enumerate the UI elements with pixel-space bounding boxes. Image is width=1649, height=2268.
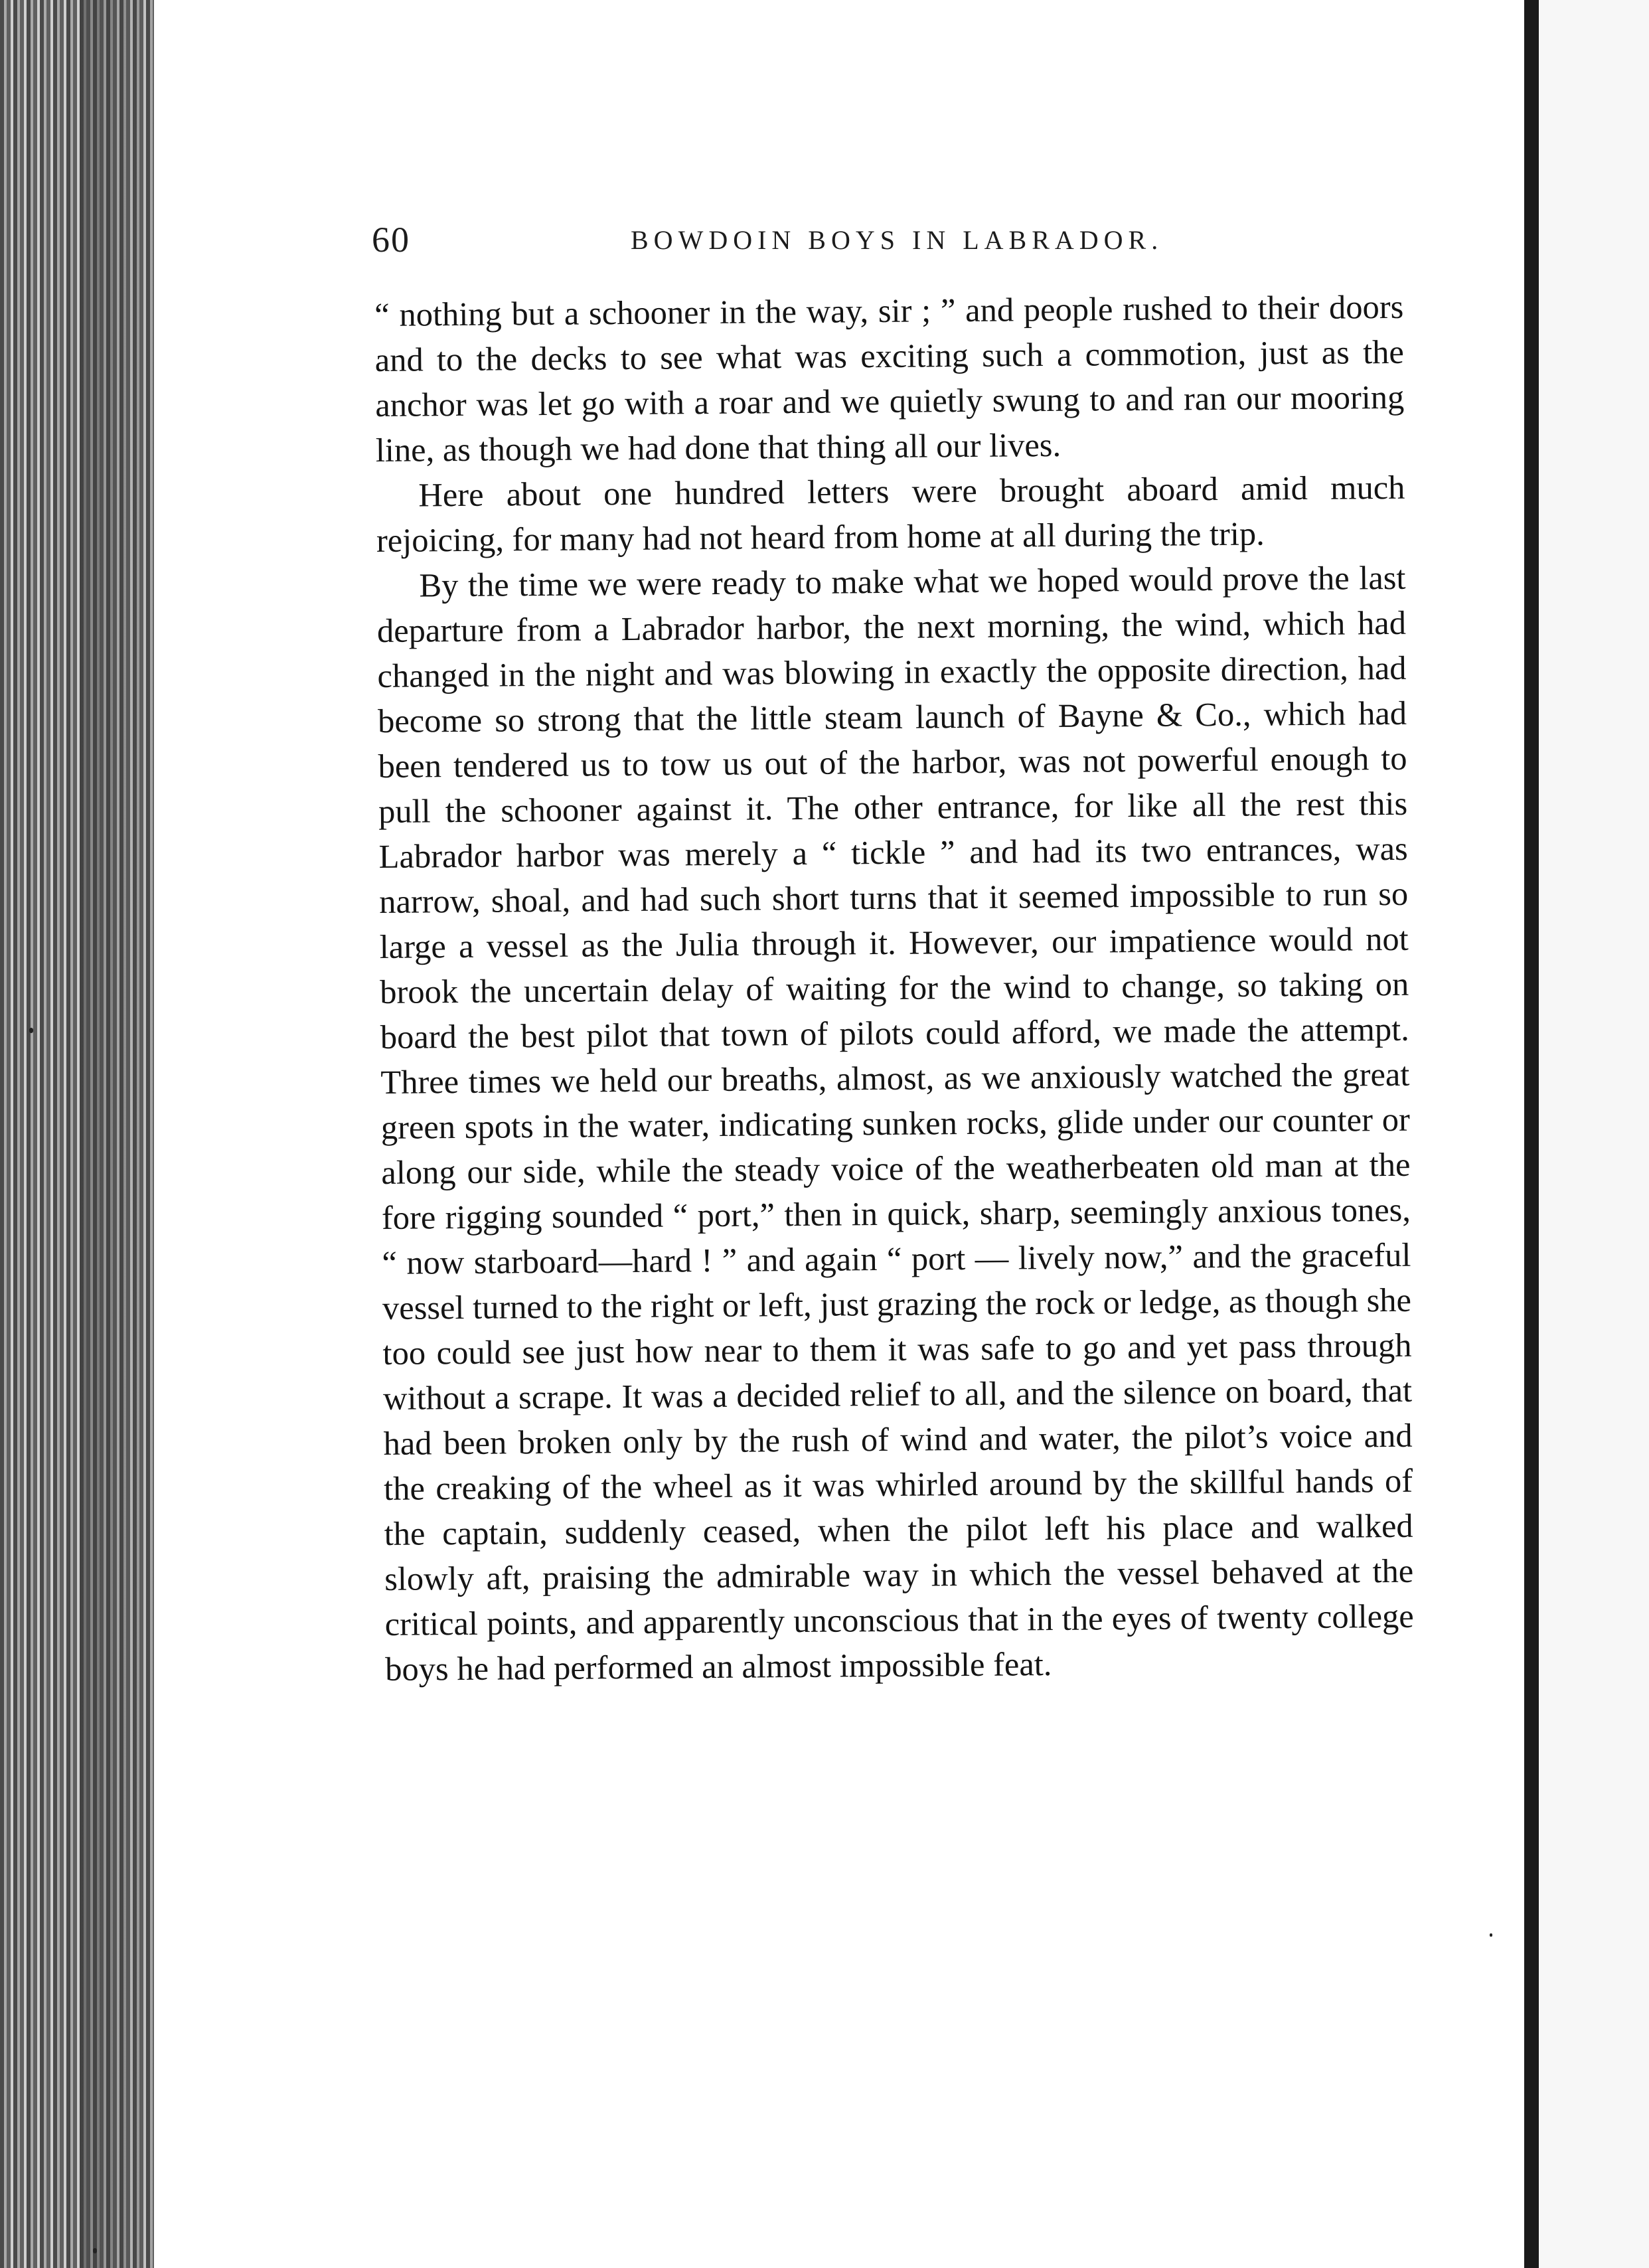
paragraph: “ nothing but a schooner in the way, sir ; ” and people rushed to their doors and to the decks to see what was exciting such a commotion, just as the anchor was let go with a roar and we quietly swung to and ran our mooring line, as though we had done that thing all our lives. xyxy=(374,287,1405,469)
binding-shadow xyxy=(80,0,159,2268)
paragraph: By the time we were ready to make what we hoped would prove the last departure from a Labrador harbor, the next morning, the wind, which had changed in the night and was blowing in exactly the opposite direction, had become so strong that the little steam launch of Bayne & Co., which had been tendered us to tow us out of the harbor, was not powerful enough to pull the schooner against it. The other entrance, for like all the rest this Labrador harbor was merely a “ tickle ” and had its two entrances, was narrow, shoal, and had such short turns that it seemed impossible to run so large a vessel as the Julia through it. However, our impatience would not brook the uncertain delay of waiting for the wind to change, so taking on board the best pilot that town of pilots could afford, we made the attempt. Three times we held our breaths, almost, as we anxiously watched the great green spots in the water, indicating sunken rocks, glide under our counter or along our side, while the steady voice of the weatherbeaten old man at the fore rigging sounded “ port,” then in quick, sharp, seemingly anxious tones, “ now starboard—hard ! ” and again “ port — lively now,” and the graceful vessel turned to the right or left, just grazing the rock or ledge, as though she too could see just how near to them it was safe to go and yet pass through without a scrape. It was a decided relief to all, and the silence on board, that had been broken only by the rush of wind and water, the pilot’s voice and the creaking of the wheel as it was whirled around by the skillful hands of the captain, suddenly ceased, when the pilot left his place and walked slowly aft, praising the admirable way in which the vessel behaved at the critical points, and apparently unconscious that in the eyes of twenty college boys he had performed an almost impossible feat. xyxy=(376,558,1414,1688)
facing-page-margin xyxy=(1539,0,1649,2268)
scan-speck xyxy=(93,2248,97,2253)
scan-speck xyxy=(29,1028,33,1033)
paragraph: Here about one hundred letters were brought aboard amid much rejoicing, for many had not heard from home at all during the trip. xyxy=(376,468,1405,559)
running-title: BOWDOIN BOYS IN LABRADOR. xyxy=(631,225,1164,255)
page-gutter xyxy=(1524,0,1539,2268)
body-text xyxy=(374,284,1415,1692)
running-head xyxy=(372,219,1407,272)
page-number: 60 xyxy=(372,220,410,260)
scan-speck xyxy=(1490,1933,1492,1937)
